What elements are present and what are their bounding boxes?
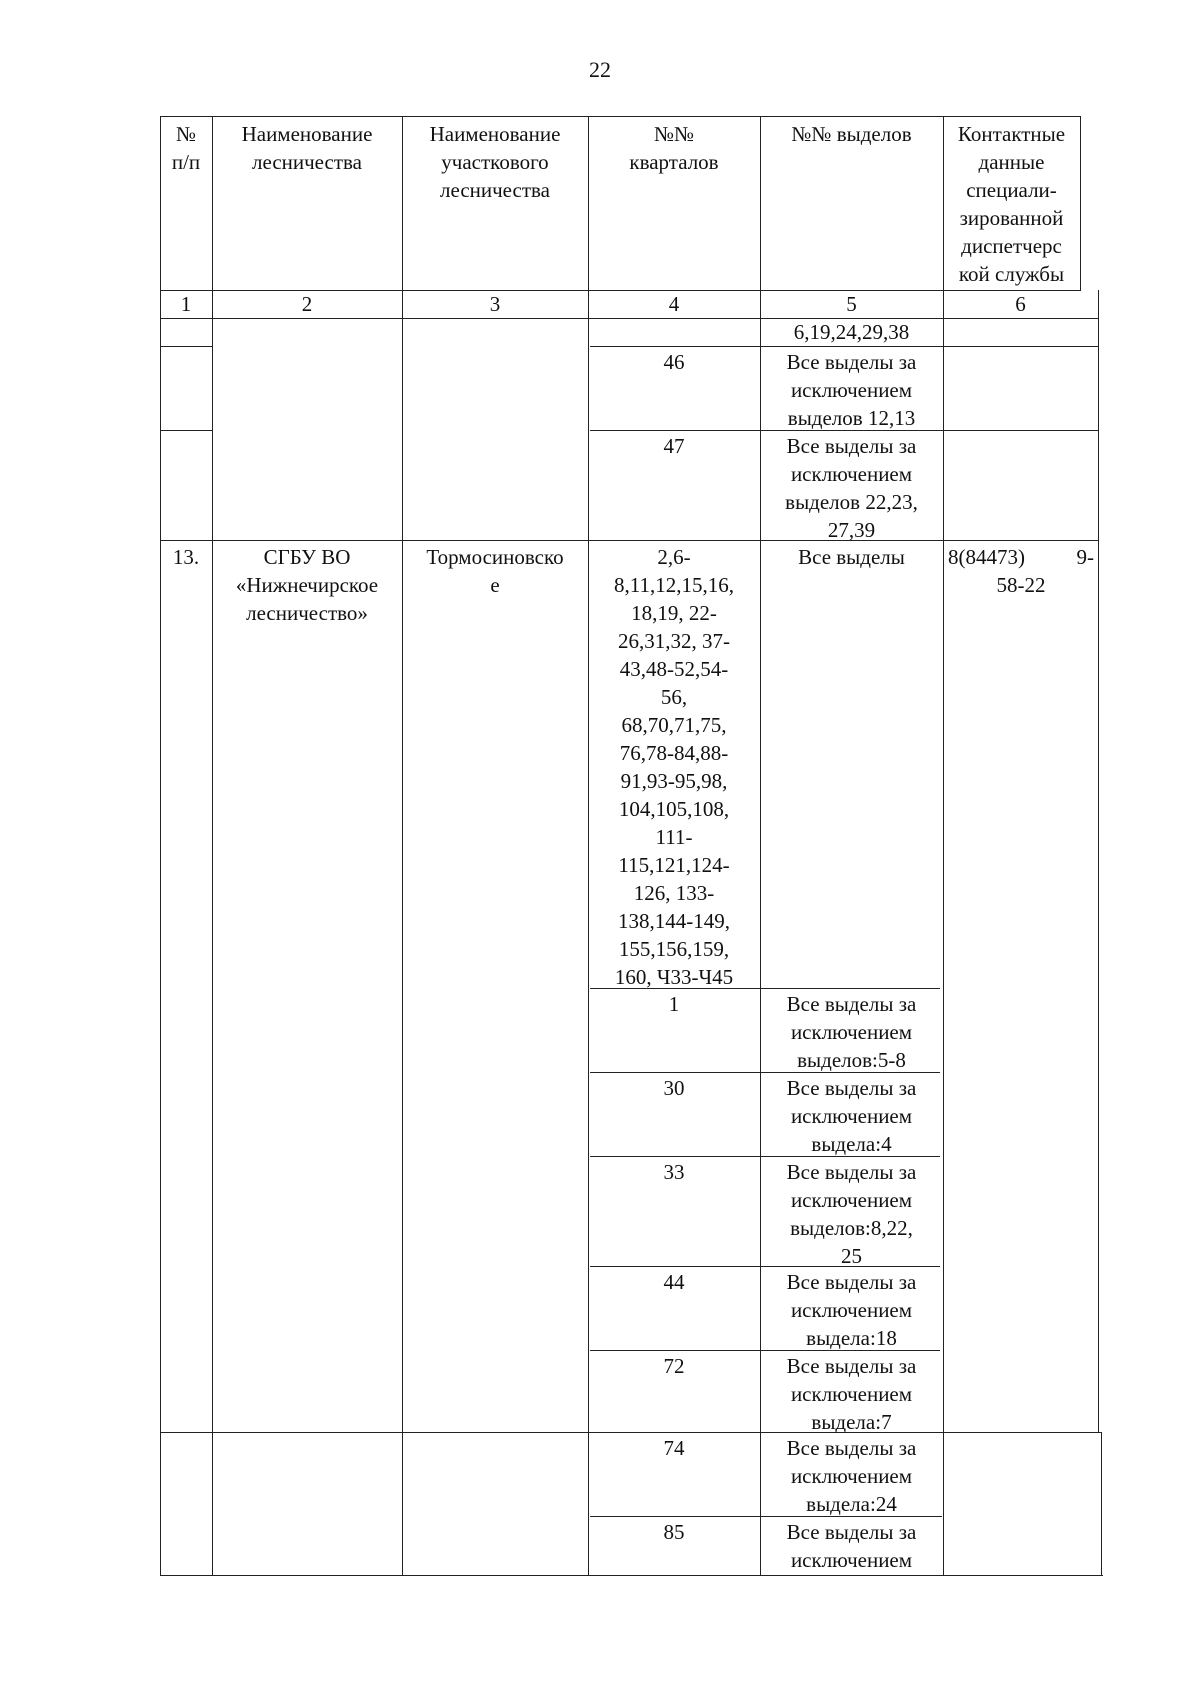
vydely-cell: Все выделы за исключением выделов:5-8 [786,992,917,1072]
row-line [590,346,1099,347]
contact-number: 58-22 [996,573,1046,597]
kvartal-cell: 30 [663,1076,685,1100]
page-number: 22 [589,57,611,82]
row-line [160,430,212,431]
row-line [160,1432,1101,1433]
row-line [160,346,212,347]
col-line [1101,1432,1102,1576]
column-number: 6 [1015,292,1026,316]
col-line [160,116,161,1576]
header-forestry: Наименование лесничества [241,122,373,174]
kvartal-cell: 33 [663,1160,685,1184]
vydely-cell: Все выделы за исключением выдела:4 [786,1076,917,1156]
header-contacts: Контактные данные специали- зированной диспетчерс кой службы [957,122,1066,286]
colnum-bottom-line [160,318,1099,319]
col-line [1080,116,1081,290]
row-number: 13. [172,545,200,569]
vydely-cell: 6,19,24,29,38 [793,320,910,344]
kvartal-cell: 46 [663,350,685,374]
table-border-bottom [160,1575,1103,1576]
kvartal-cell: 74 [663,1436,685,1460]
forestry-name: СГБУ ВО «Нижнечирское лесничество» [235,545,379,625]
district-name: Тормосиновско е [426,545,564,597]
kvartal-cell: 85 [663,1520,685,1544]
contact-code: 8(84473) [948,545,1025,569]
row-line [160,540,1099,541]
header-district: Наименование участкового лесничества [429,122,561,202]
column-number: 4 [668,292,680,316]
vydely-cell: Все выделы за исключением выделов:8,22, 25 [786,1160,917,1268]
header-vydely: №№ выделов [791,122,912,146]
col-line [402,116,403,1576]
column-number: 2 [301,292,313,316]
kvartal-cell: 44 [663,1270,685,1294]
vydely-cell: Все выделы за исключением выдела:7 [786,1354,917,1434]
vydely-cell: Все выделы за исключением выдела:18 [786,1270,917,1350]
kvartal-cell: 72 [663,1354,685,1378]
vydely-cell: Все выделы [798,545,905,569]
vydely-cell: Все выделы за исключением выделов 22,23, 27,39 [785,434,918,542]
column-number: 5 [846,292,857,316]
kvartal-cell: 1 [668,992,680,1016]
col-line [212,116,213,1576]
kvartal-cell: 47 [663,434,685,458]
contact-line [948,543,1094,571]
header-number: № п/п [171,122,201,174]
column-number: 1 [180,292,192,316]
vydely-cell: Все выделы за исключением [786,1520,917,1572]
contact-phone [948,543,1094,599]
column-number: 3 [489,292,501,316]
contact-prefix: 9- [1076,545,1094,569]
header-kvartaly: №№ кварталов [629,122,719,174]
col-line [943,116,944,1576]
kvartal-cell: 2,6- 8,11,12,15,16, 18,19, 22- 26,31,32, 37- 43,48-52,54- 56, 68,70,71,75, 76,78-84,88- 91,93-95,98, 104,105,108, 111- 115,121,124- 126, 133- 138,144-149, 155,156,159, 160, Ч33-Ч45 [614,545,734,989]
col-line [1098,290,1099,1432]
vydely-cell: Все выделы за исключением выдела:24 [786,1436,917,1516]
vydely-cell: Все выделы за исключением выделов 12,13 [786,350,917,430]
